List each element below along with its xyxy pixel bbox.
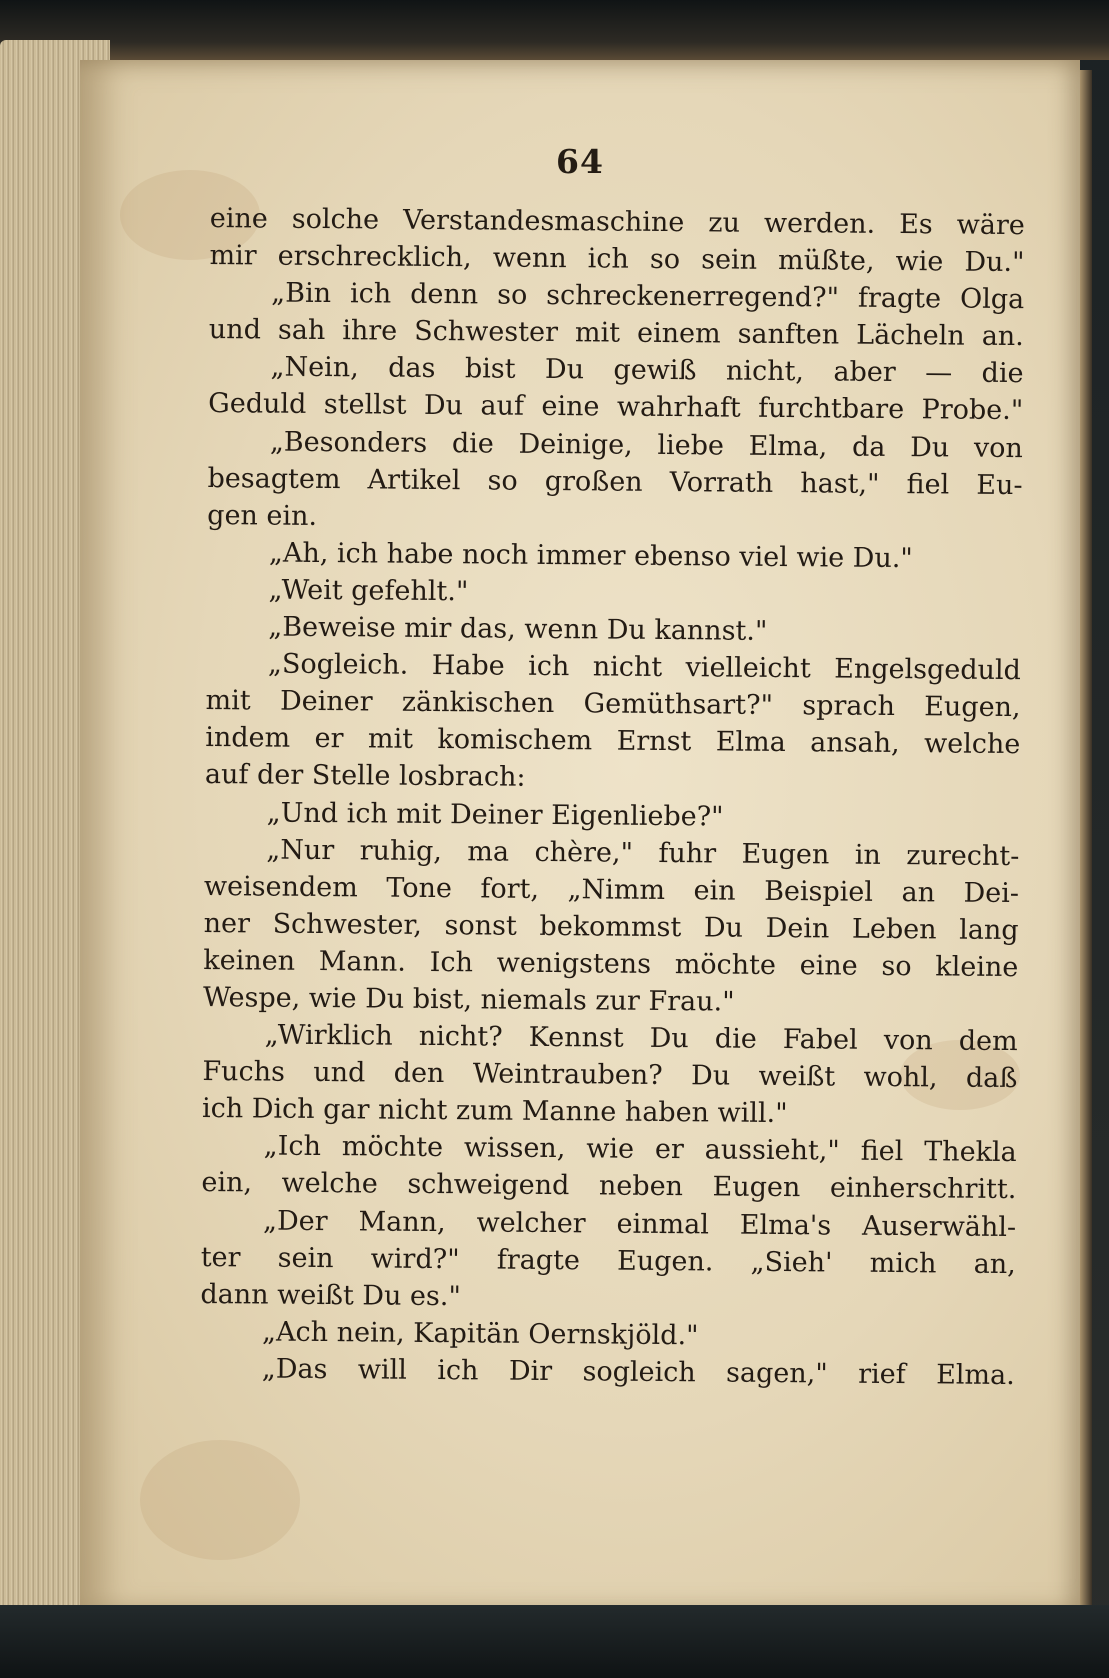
- text-line: „Wirklich nicht? Kennst Du die Fabel von dem: [264, 1019, 1018, 1058]
- text-line: dann weißt Du es.": [200, 1278, 461, 1312]
- text-line: mit Deiner zänkischen Gemüthsart?" sprach Eugen,: [205, 685, 1021, 724]
- text-line: mir erschrecklich, wenn ich so sein müßte, wie Du.": [209, 240, 1025, 279]
- text-line: Geduld stellst Du auf eine wahrhaft furchtbare Probe.": [208, 388, 1024, 427]
- text-line: „Beweise mir das, wenn Du kannst.": [268, 611, 768, 647]
- text-line: „Ach nein, Kapitän Oernskjöld.": [261, 1316, 699, 1352]
- text-line: „Sogleich. Habe ich nicht vielleicht Engelsgeduld: [267, 648, 1022, 687]
- text-line: keinen Mann. Ich wenigstens möchte eine so kleine: [203, 944, 1019, 983]
- book-binding-bottom: [0, 1605, 1109, 1678]
- book-binding-top: [0, 0, 1109, 60]
- text-line: eine solche Verstandesmaschine zu werden. Es wäre: [209, 202, 1025, 242]
- text-line: auf der Stelle losbrach:: [204, 759, 526, 794]
- text-line: „Ah, ich habe noch immer ebenso viel wie Du.": [268, 537, 913, 574]
- paper-stain: [140, 1440, 300, 1560]
- page-number: 64: [556, 142, 604, 181]
- text-line: und sah ihre Schwester mit einem sanften Lächeln an.: [208, 314, 1024, 353]
- text-line: ter sein wird?" fragte Eugen. „Sieh' mich an,: [200, 1241, 1016, 1280]
- text-line: „Bin ich denn so schreckenerregend?" fragte Olga: [271, 277, 1025, 316]
- text-line: weisendem Tone fort, „Nimm ein Beispiel an Dei-: [203, 870, 1020, 909]
- text-line: „Weit gefehlt.": [268, 574, 469, 608]
- text-line: besagtem Artikel so großen Vorrath hast," fiel Eu-: [207, 462, 1023, 501]
- text-line: „Das will ich Dir sogleich sagen," rief Elma.: [261, 1353, 1015, 1391]
- body-text: [200, 200, 1025, 1394]
- text-line: „Besonders die Deinige, liebe Elma, da Du von: [269, 426, 1024, 464]
- text-line: „Ich möchte wissen, wie er aussieht," fiel Thekla: [263, 1130, 1017, 1169]
- text-line: „Nur ruhig, ma chère," fuhr Eugen in zurecht-: [266, 834, 1020, 872]
- text-line: gen ein.: [207, 499, 318, 532]
- text-line: ner Schwester, sonst bekommst Du Dein Leben lang: [203, 907, 1019, 946]
- text-line: „Der Mann, welcher einmal Elma's Auserwähl-: [262, 1205, 1017, 1243]
- paper-page: [80, 60, 1080, 1615]
- text-line: Wespe, wie Du bist, niemals zur Frau.": [202, 981, 735, 1018]
- text-line: indem er mit komischem Ernst Elma ansah, welche: [205, 722, 1021, 761]
- text-line: Fuchs und den Weintrauben? Du weißt wohl, daß: [202, 1056, 1018, 1095]
- text-line: ein, welche schweigend neben Eugen einherschritt.: [201, 1167, 1017, 1206]
- text-line: ich Dich gar nicht zum Manne haben will.": [201, 1093, 788, 1130]
- text-line: „Nein, das bist Du gewiß nicht, aber — die: [270, 351, 1024, 390]
- text-line: „Und ich mit Deiner Eigenliebe?": [266, 797, 724, 833]
